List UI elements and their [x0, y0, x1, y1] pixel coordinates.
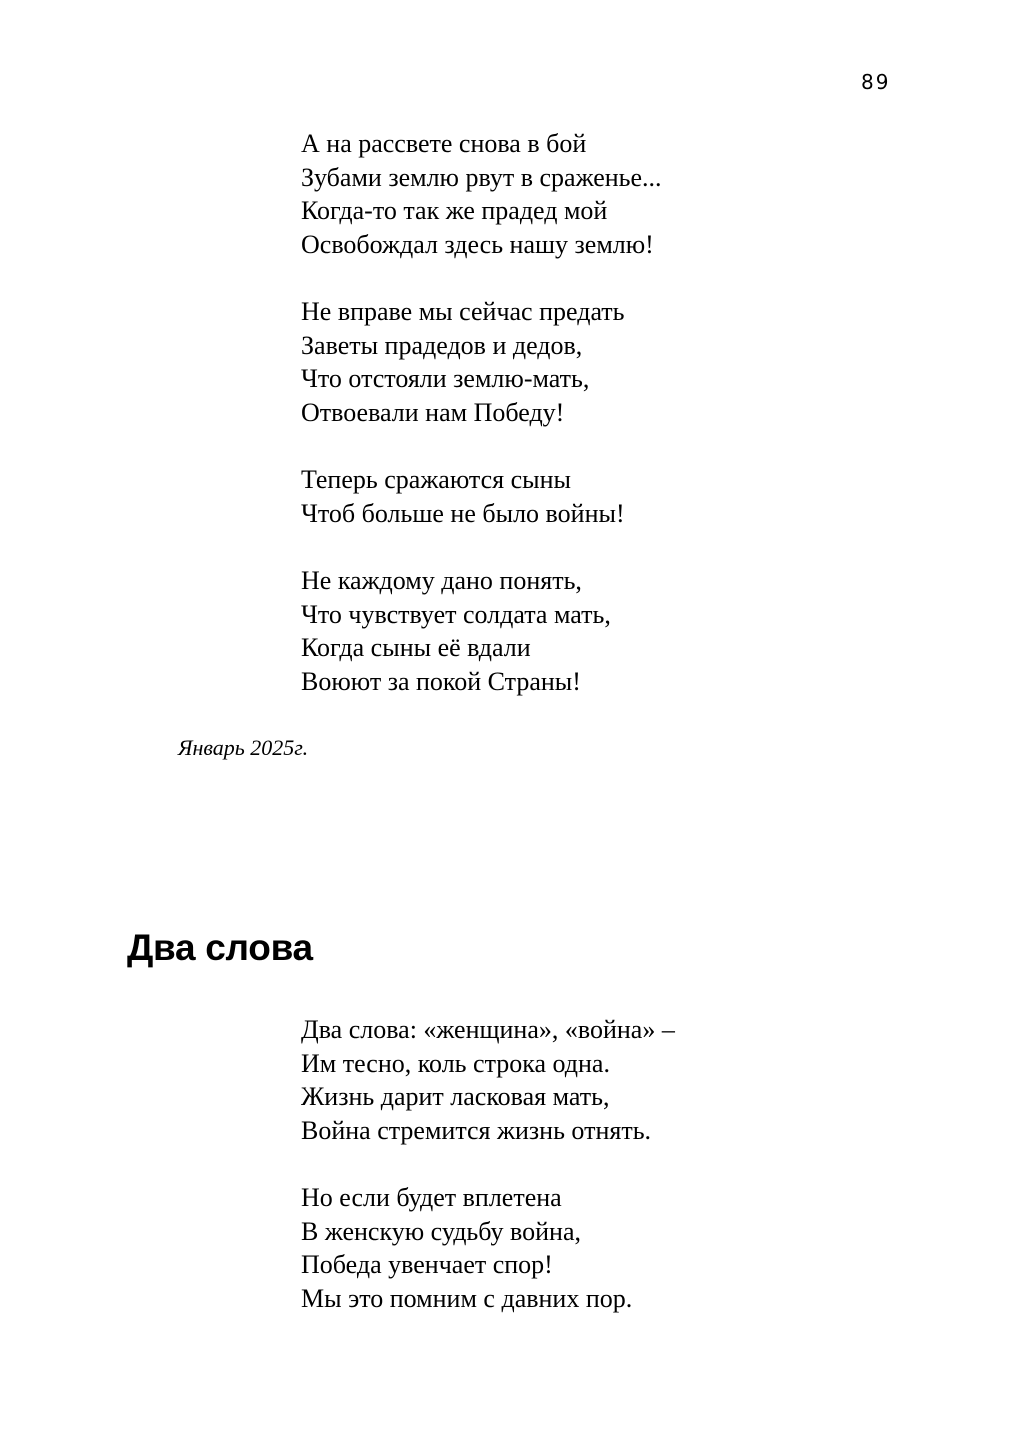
poem-line: Два слова: «женщина», «война» –	[301, 1015, 675, 1044]
poem2-stanza-2	[301, 1181, 632, 1316]
poem1-stanza-4	[301, 564, 611, 699]
poem-line: Заветы прадедов и дедов,	[301, 330, 583, 360]
poem1-stanza-2	[301, 295, 625, 430]
poem-line: В женскую судьбу война,	[301, 1216, 581, 1246]
page-number: 89	[861, 70, 891, 94]
poem1-stanza-1	[301, 127, 662, 262]
poem-line: Зубами землю рвут в сраженье...	[301, 162, 662, 192]
poem-line: Война стремится жизнь отнять.	[301, 1116, 652, 1146]
poem-line: Но если будет вплетена	[301, 1183, 562, 1212]
poem-line: Победа увенчает спор!	[301, 1250, 553, 1280]
poem-line: Им тесно, коль строка одна.	[301, 1048, 610, 1078]
poem-line: Чтоб больше не было войны!	[301, 498, 625, 528]
poem-line: Что отстояли землю-мать,	[301, 364, 590, 394]
poem-line: Мы это помним с давних пор.	[301, 1284, 633, 1314]
poem-date: Январь 2025г.	[178, 735, 309, 760]
poem-line: А на рассвете снова в бой	[301, 129, 587, 158]
poem-line: Теперь сражаются сыны	[301, 465, 571, 494]
poem-line: Жизнь дарит ласковая мать,	[301, 1082, 610, 1112]
poem-line: Что чувствует солдата мать,	[301, 599, 611, 629]
poem-line: Освобождал здесь нашу землю!	[301, 230, 654, 260]
poem-line: Не каждому дано понять,	[301, 566, 582, 595]
poem-line: Отвоевали нам Победу!	[301, 398, 565, 428]
poem1-stanza-3	[301, 463, 625, 530]
poem-line: Когда-то так же прадед мой	[301, 196, 608, 226]
poem-line: Когда сыны её вдали	[301, 633, 531, 663]
poem-title: Два слова	[127, 927, 313, 968]
poem-line: Не вправе мы сейчас предать	[301, 297, 625, 326]
poem-line: Воюют за покой Страны!	[301, 667, 581, 697]
poem2-stanza-1	[301, 1013, 675, 1148]
